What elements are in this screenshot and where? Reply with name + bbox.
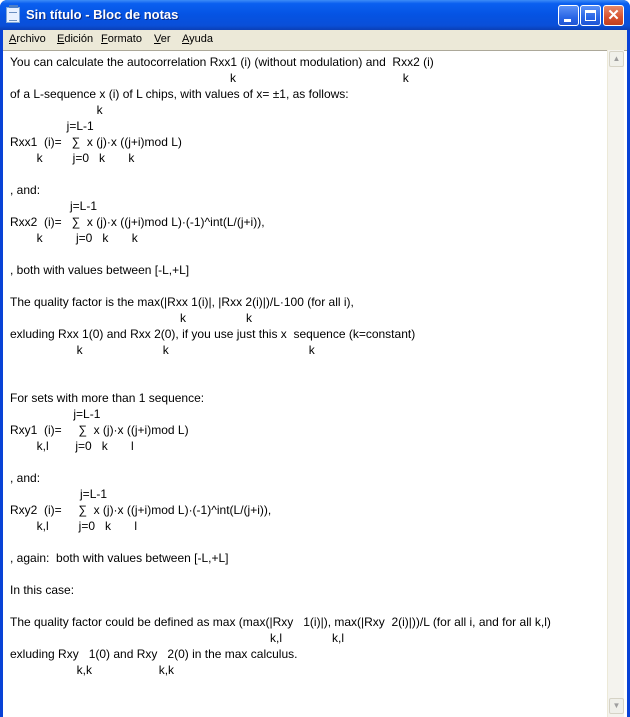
- menu-archivo[interactable]: Archivo: [9, 33, 46, 45]
- menu-formato[interactable]: Formato: [101, 33, 142, 45]
- maximize-icon: [585, 10, 596, 21]
- menu-ayuda[interactable]: Ayuda: [182, 33, 213, 45]
- window-title: Sin título - Bloc de notas: [26, 7, 179, 22]
- vertical-scrollbar[interactable]: [607, 50, 624, 717]
- scroll-up-button[interactable]: ▲: [609, 51, 624, 67]
- title-bar[interactable]: [0, 0, 630, 30]
- menu-bar: [3, 30, 627, 50]
- notepad-icon[interactable]: [6, 7, 20, 23]
- menu-edicion[interactable]: Edición: [57, 33, 94, 45]
- menu-ver[interactable]: Ver: [154, 33, 171, 45]
- close-button[interactable]: [603, 5, 624, 26]
- scroll-down-button[interactable]: ▼: [609, 698, 624, 714]
- close-icon: ✕: [607, 7, 620, 24]
- maximize-button[interactable]: [580, 5, 601, 26]
- document-text[interactable]: You can calculate the autocorrelation Rxx1 (i) (without modulation) and Rxx2 (i) k k of a L-sequence x (i) of L chips, with values of x= ±1, as follows: k j=L-1 Rxx1 (i)= ∑ x (j)·x ((j+i)mod L) k j=0 k k , and: j=L-1 Rxx2 (i)= ∑ x (j)·x ((j+i)mod L)·(-1)^int(L/(j+i)), k j=0 k k , both with values between [-L,+L] The quality factor is the max(|Rxx 1(i)|, |Rxx 2(i)|)/L·100 (for all i), k k exluding Rxx 1(0) and Rxx 2(0), if you use just this x sequence (k=constant) k k k For sets with more than 1 sequence: j=L-1 Rxy1 (i)= ∑ x (j)·x ((j+i)mod L) k,l j=0 k l , and: j=L-1 Rxy2 (i)= ∑ x (j)·x ((j+i)mod L)·(-1)^int(L/(j+i)), k,l j=0 k l , again: both with values between [-L,+L] In this case: The quality factor could be defined as max (max(|Rxy 1(i)|), max(|Rxy 2(i)|))/L (for all i, and for all k,l) k,l k,l exluding Rxy 1(0) and Rxy 2(0) in the max calculus. k,k k,k: [10, 55, 551, 677]
- minimize-icon: [564, 19, 571, 22]
- text-editor[interactable]: [3, 50, 627, 717]
- minimize-button[interactable]: [558, 5, 579, 26]
